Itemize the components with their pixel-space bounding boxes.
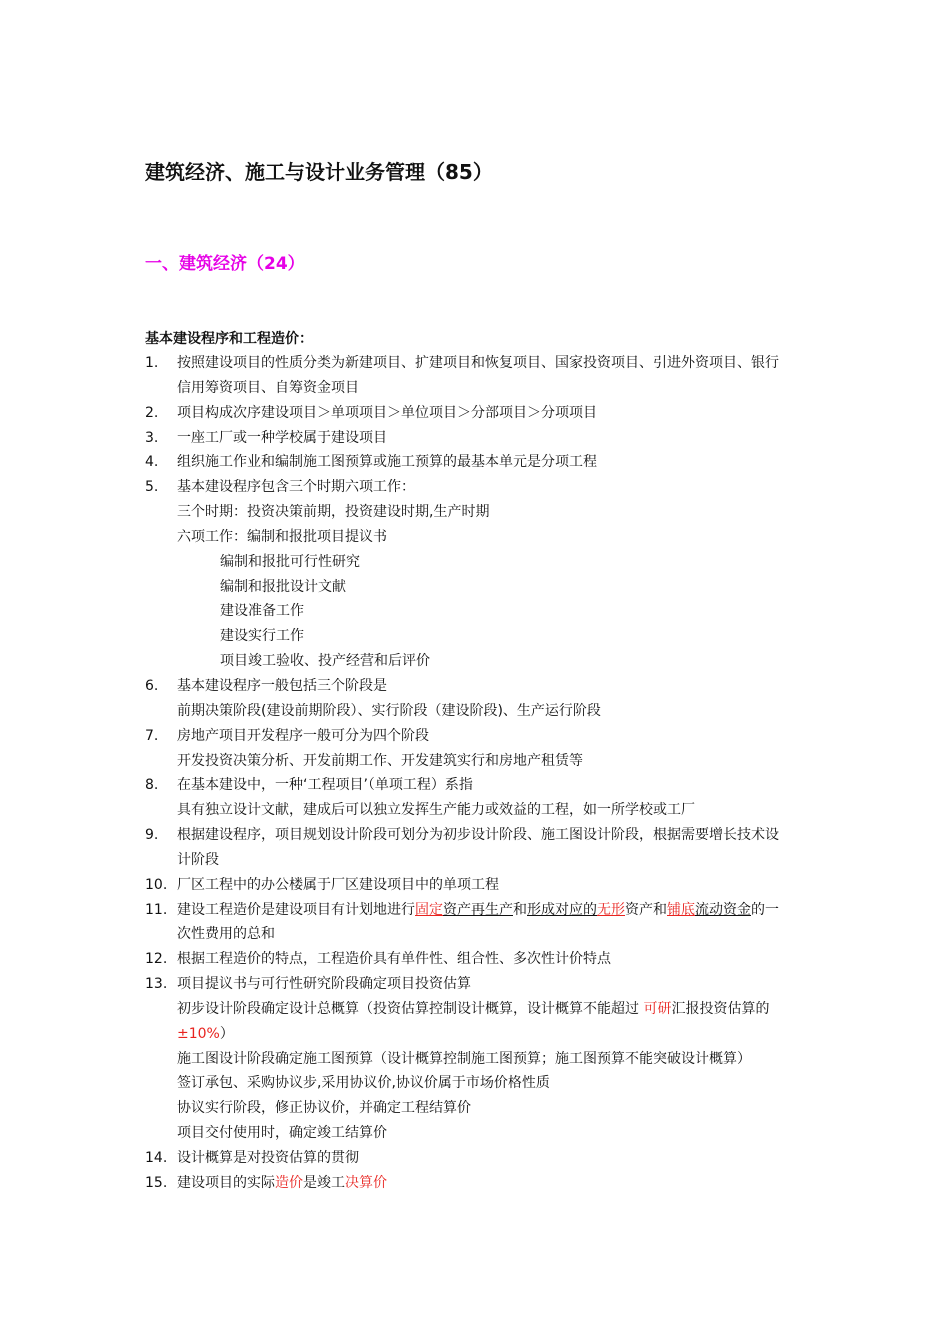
list-item-text: 房地产项目开发程序一般可分为四个阶段: [177, 727, 429, 744]
list-item: [145, 997, 815, 1022]
list-item-number: 3.: [145, 429, 159, 446]
list-item-number: 7.: [145, 727, 159, 744]
list-item: [145, 848, 815, 873]
list-item-text: [177, 997, 769, 1022]
list-item: [145, 947, 815, 972]
highlighted-text: 可研: [643, 1000, 672, 1017]
list-item: [145, 898, 815, 923]
list-item-number: 8.: [145, 777, 159, 794]
list-item: [145, 972, 815, 997]
list-item-number: 11.: [145, 901, 168, 918]
list-item: [145, 550, 815, 575]
list-item-text: 按照建设项目的性质分类为新建项目、扩建项目和恢复项目、国家投资项目、引进外资项目、银行: [177, 355, 779, 371]
list-item-number: 9.: [145, 827, 159, 844]
list-item: [145, 699, 815, 724]
list-item-text: 协议实行阶段，修正协议价，并确定工程结算价: [177, 1100, 471, 1117]
list-item: [145, 1121, 815, 1146]
list-item: [145, 798, 815, 823]
list-item: [145, 401, 815, 426]
text-segment: 资产和: [625, 901, 667, 918]
list-item: [145, 450, 815, 475]
list-item-text: 建设准备工作: [220, 603, 304, 620]
list-item-text: 项目提议书与可行性研究阶段确定项目投资估算: [177, 976, 471, 993]
text-segment: 初步设计阶段确定设计总概算（投资估算控制设计概算，设计概算不能超过: [177, 1000, 644, 1017]
list-item: [145, 1171, 815, 1196]
list-item-text: 厂区工程中的办公楼属于厂区建设项目中的单项工程: [177, 876, 499, 893]
list-item: [145, 376, 815, 401]
list-item-text: 根据建设程序，项目规划设计阶段可划分为初步设计阶段、施工图设计阶段，根据需要增长技术设: [177, 827, 779, 844]
list-item: [145, 1047, 815, 1072]
text-segment: 建设项目的实际: [177, 1174, 275, 1191]
list-item: [145, 749, 815, 774]
text-segment: 资产再生产: [443, 901, 513, 918]
list-item-number: 10.: [145, 876, 168, 893]
list-item: [145, 575, 815, 600]
list-item: [145, 500, 815, 525]
list-item-number: 6.: [145, 677, 159, 694]
list-item-number: 14.: [145, 1150, 168, 1166]
list-item-text: 三个时期：投资决策前期，投资建设时期,生产时期: [177, 504, 490, 521]
section-heading: 一、建筑经济（24）: [145, 254, 305, 274]
list-item-text: [177, 1022, 234, 1047]
list-item-text: 施工图设计阶段确定施工图预算（设计概算控制施工图预算；施工图预算不能突破设计概算）: [177, 1050, 751, 1067]
list-item: [145, 873, 815, 898]
list-item-text: 根据工程造价的特点，工程造价具有单件性、组合性、多次性计价特点: [177, 951, 611, 968]
list-item: [145, 1096, 815, 1121]
list-item: [145, 1022, 815, 1047]
list-item-text: 前期决策阶段(建设前期阶段）、实行阶段（建设阶段)、生产运行阶段: [177, 702, 601, 719]
text-segment: 的一: [751, 901, 779, 918]
highlighted-text: 无形: [597, 901, 625, 918]
list-item-text: 基本建设程序一般包括三个阶段是: [177, 677, 387, 694]
list-item: [145, 724, 815, 749]
list-item-text: 签订承包、采购协议步,采用协议价,协议价属于市场价格性质: [177, 1075, 550, 1092]
highlighted-text: 固定: [415, 901, 443, 918]
subsection-heading: 基本建设程序和工程造价：: [145, 331, 313, 347]
list-item: [145, 599, 815, 624]
list-item-text: [177, 1171, 387, 1196]
list-item: [145, 674, 815, 699]
list-item-text: 在基本建设中，一种‘工程项目’（单项工程）系指: [177, 777, 473, 794]
list-item-text: 编制和报批可行性研究: [220, 553, 360, 570]
list-item-text: 设计概算是对投资估算的贯彻: [177, 1150, 359, 1166]
text-segment: ）: [219, 1025, 234, 1042]
highlighted-text: 铺底: [667, 901, 695, 918]
list-item-text: 项目交付使用时，确定竣工结算价: [177, 1125, 387, 1142]
list-item-number: 5.: [145, 479, 159, 496]
list-item-text: 项目构成次序建设项目＞单项项目＞单位项目＞分部项目＞分项项目: [177, 404, 597, 421]
list-item-text: 基本建设程序包含三个时期六项工作：: [177, 479, 415, 496]
list-item: [145, 1146, 815, 1171]
highlighted-text: 造价: [275, 1174, 303, 1191]
highlighted-text: 决算价: [345, 1174, 387, 1191]
list-item-text: 组织施工作业和编制施工图预算或施工预算的最基本单元是分项工程: [177, 454, 597, 471]
list-item-number: 2.: [145, 404, 159, 421]
list-item-number: 12.: [145, 951, 168, 968]
list-item: [145, 351, 815, 376]
text-segment: 流动资金: [695, 901, 751, 918]
list-item: [145, 1071, 815, 1096]
list-item: [145, 922, 815, 947]
list-item-text: 信用筹资项目、自筹资金项目: [177, 379, 359, 396]
text-segment: 建设工程造价是建设项目有计划地进行: [177, 901, 415, 918]
list-item: [145, 475, 815, 500]
numbered-list: [145, 351, 815, 1196]
highlighted-text: ±10%: [177, 1025, 220, 1042]
list-item: [145, 525, 815, 550]
list-item-text: 具有独立设计文献，建成后可以独立发挥生产能力或效益的工程，如一所学校或工厂: [177, 802, 695, 819]
text-segment: 汇报投资估算的: [671, 1000, 770, 1017]
list-item: [145, 773, 815, 798]
text-segment: 形成对应的: [527, 901, 597, 918]
list-item-text: 一座工厂或一种学校属于建设项目: [177, 429, 387, 446]
document-title: 建筑经济、施工与设计业务管理（85）: [145, 160, 493, 184]
list-item: [145, 823, 815, 848]
list-item-number: 1.: [145, 355, 159, 371]
list-item-text: 建设实行工作: [220, 628, 304, 645]
text-segment: 是竣工: [303, 1174, 345, 1191]
list-item-number: 13.: [145, 976, 168, 993]
list-item-text: 六项工作：编制和报批项目提议书: [177, 528, 387, 545]
list-item-number: 15.: [145, 1174, 168, 1191]
list-item-number: 4.: [145, 454, 159, 471]
list-item: [145, 426, 815, 451]
list-item-text: 项目竣工验收、投产经营和后评价: [220, 653, 430, 670]
list-item-text: 编制和报批设计文献: [220, 578, 346, 595]
list-item-text: 次性费用的总和: [177, 926, 275, 943]
list-item-text: 计阶段: [177, 851, 219, 868]
list-item-text: 开发投资决策分析、开发前期工作、开发建筑实行和房地产租赁等: [177, 752, 583, 769]
list-item: [145, 649, 815, 674]
list-item: [145, 624, 815, 649]
text-segment: 和: [513, 901, 527, 918]
list-item-text: [177, 898, 779, 923]
